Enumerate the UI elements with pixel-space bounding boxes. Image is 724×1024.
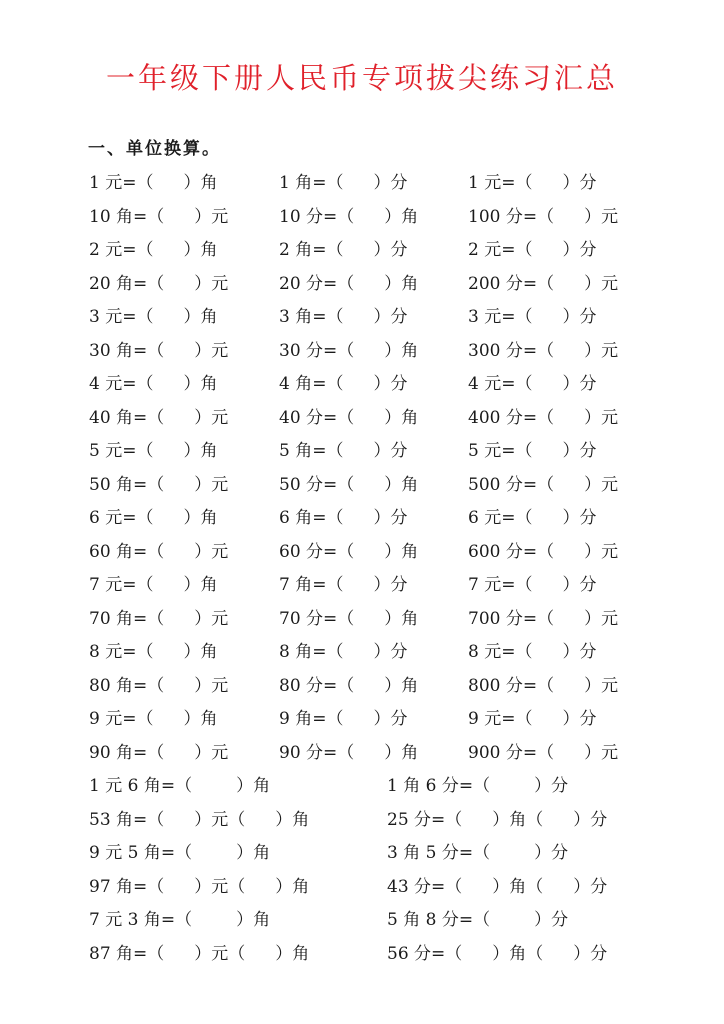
exercise-text: ）角 bbox=[275, 943, 310, 964]
exercise-text: 60 分=（ bbox=[279, 541, 355, 562]
exercise-text: ）角 bbox=[236, 843, 271, 863]
exercise-item bbox=[89, 838, 270, 863]
exercise-text: 900 分=（ bbox=[468, 742, 555, 763]
exercise-text: ）分 bbox=[562, 508, 597, 528]
exercise-item bbox=[89, 336, 228, 361]
exercise-text: ）元 bbox=[584, 675, 619, 696]
exercise-text: ）角 bbox=[183, 307, 218, 327]
exercise-text: ）元 bbox=[194, 340, 229, 361]
exercise-item bbox=[468, 470, 618, 495]
exercise-item bbox=[89, 570, 217, 595]
exercise-row bbox=[0, 168, 724, 198]
exercise-text: ）角 bbox=[183, 642, 218, 662]
exercise-text: 9 元 5 角=（ bbox=[89, 843, 193, 863]
exercise-text: 8 元=（ bbox=[468, 642, 533, 662]
exercise-text: ）分 bbox=[534, 910, 569, 930]
exercise-item bbox=[89, 738, 228, 763]
exercise-item bbox=[387, 771, 568, 796]
exercise-text: 80 分=（ bbox=[279, 675, 355, 696]
exercise-item bbox=[468, 168, 596, 193]
exercise-text: 90 角=（ bbox=[89, 742, 165, 763]
exercise-item bbox=[279, 235, 407, 260]
exercise-text: 10 角=（ bbox=[89, 206, 165, 227]
exercise-text: ）元 bbox=[194, 407, 229, 428]
exercise-text: 90 分=（ bbox=[279, 742, 355, 763]
exercise-text: 1 元 6 角=（ bbox=[89, 776, 193, 796]
exercise-text: ）元 bbox=[584, 340, 619, 361]
exercise-text: 600 分=（ bbox=[468, 541, 555, 562]
exercise-row bbox=[0, 470, 724, 500]
exercise-row bbox=[0, 269, 724, 299]
exercise-row bbox=[0, 637, 724, 667]
exercise-item bbox=[387, 872, 607, 897]
exercise-text: ）分 bbox=[373, 642, 408, 662]
exercise-text: 70 角=（ bbox=[89, 608, 165, 629]
exercise-item bbox=[468, 235, 596, 260]
exercise-text: ）元 bbox=[194, 742, 229, 763]
exercise-item bbox=[279, 704, 407, 729]
exercise-text: 200 分=（ bbox=[468, 273, 555, 294]
exercise-text: ）元 bbox=[584, 474, 619, 495]
exercise-text: ）元 bbox=[194, 541, 229, 562]
exercise-text: ）元（ bbox=[194, 809, 246, 830]
exercise-text: ）角 bbox=[384, 675, 419, 696]
exercise-text: ）分 bbox=[373, 240, 408, 260]
exercise-text: ）分 bbox=[562, 441, 597, 461]
exercise-text: ）分 bbox=[373, 307, 408, 327]
exercise-row bbox=[0, 403, 724, 433]
exercise-text: ）元 bbox=[584, 541, 619, 562]
exercise-item bbox=[468, 403, 618, 428]
exercise-text: 9 元=（ bbox=[89, 709, 154, 729]
exercise-item bbox=[89, 369, 217, 394]
exercise-item bbox=[468, 503, 596, 528]
exercise-text: 5 角 8 分=（ bbox=[387, 910, 491, 930]
exercise-text: ）角（ bbox=[492, 809, 544, 830]
exercise-text: 56 分=（ bbox=[387, 943, 463, 964]
exercise-item bbox=[387, 838, 568, 863]
exercise-item bbox=[89, 905, 270, 930]
exercise-text: ）角 bbox=[183, 709, 218, 729]
exercise-text: ）角 bbox=[384, 474, 419, 495]
exercise-text: ）分 bbox=[573, 876, 608, 897]
exercise-text: ）分 bbox=[373, 173, 408, 193]
exercise-text: 5 角=（ bbox=[279, 441, 344, 461]
exercise-text: 1 元=（ bbox=[89, 173, 154, 193]
exercise-text: 10 分=（ bbox=[279, 206, 355, 227]
exercise-text: ）分 bbox=[534, 843, 569, 863]
exercise-text: 4 元=（ bbox=[468, 374, 533, 394]
exercise-text: 30 角=（ bbox=[89, 340, 165, 361]
exercise-text: ）角 bbox=[183, 240, 218, 260]
exercise-item bbox=[89, 168, 217, 193]
exercise-item bbox=[89, 436, 217, 461]
exercise-text: ）分 bbox=[373, 441, 408, 461]
exercise-item bbox=[89, 872, 309, 897]
exercise-row bbox=[0, 570, 724, 600]
exercise-row bbox=[0, 838, 724, 868]
exercise-text: 700 分=（ bbox=[468, 608, 555, 629]
exercise-item bbox=[279, 570, 407, 595]
exercise-text: 25 分=（ bbox=[387, 809, 463, 830]
exercise-item bbox=[387, 939, 607, 964]
exercise-item bbox=[279, 168, 407, 193]
exercise-text: 2 角=（ bbox=[279, 240, 344, 260]
exercise-text: ）角 bbox=[183, 441, 218, 461]
exercise-text: 50 角=（ bbox=[89, 474, 165, 495]
exercise-row bbox=[0, 537, 724, 567]
exercise-text: ）元（ bbox=[194, 943, 246, 964]
exercise-text: 20 角=（ bbox=[89, 273, 165, 294]
exercise-item bbox=[279, 436, 407, 461]
exercise-text: 53 角=（ bbox=[89, 809, 165, 830]
exercise-text: 4 角=（ bbox=[279, 374, 344, 394]
exercise-row bbox=[0, 738, 724, 768]
exercise-item bbox=[468, 738, 618, 763]
exercise-text: 9 角=（ bbox=[279, 709, 344, 729]
exercise-text: 3 元=（ bbox=[468, 307, 533, 327]
exercise-item bbox=[89, 503, 217, 528]
exercise-row bbox=[0, 604, 724, 634]
exercise-text: ）元 bbox=[194, 474, 229, 495]
exercise-text: ）分 bbox=[562, 575, 597, 595]
exercise-text: 300 分=（ bbox=[468, 340, 555, 361]
exercise-text: 6 元=（ bbox=[468, 508, 533, 528]
exercise-text: 800 分=（ bbox=[468, 675, 555, 696]
exercise-row bbox=[0, 805, 724, 835]
exercise-text: ）角 bbox=[384, 273, 419, 294]
exercise-item bbox=[89, 302, 217, 327]
exercise-text: ）角 bbox=[183, 173, 218, 193]
exercise-text: 8 角=（ bbox=[279, 642, 344, 662]
exercise-row bbox=[0, 671, 724, 701]
exercise-row bbox=[0, 939, 724, 969]
exercise-text: 80 角=（ bbox=[89, 675, 165, 696]
exercise-item bbox=[89, 704, 217, 729]
exercise-row bbox=[0, 503, 724, 533]
exercise-item bbox=[468, 202, 618, 227]
exercise-text: 43 分=（ bbox=[387, 876, 463, 897]
exercise-item bbox=[279, 537, 418, 562]
exercise-text: 2 元=（ bbox=[89, 240, 154, 260]
exercise-row bbox=[0, 905, 724, 935]
exercise-text: ）分 bbox=[562, 173, 597, 193]
exercise-text: ）分 bbox=[562, 240, 597, 260]
exercise-text: 50 分=（ bbox=[279, 474, 355, 495]
exercise-row bbox=[0, 704, 724, 734]
exercise-text: ）角 bbox=[384, 541, 419, 562]
exercise-item bbox=[89, 403, 228, 428]
exercise-item bbox=[89, 235, 217, 260]
exercise-text: 7 元=（ bbox=[89, 575, 154, 595]
exercise-text: ）角 bbox=[275, 809, 310, 830]
exercise-text: 8 元=（ bbox=[89, 642, 154, 662]
exercise-text: 7 角=（ bbox=[279, 575, 344, 595]
exercise-item bbox=[468, 537, 618, 562]
exercise-text: 6 元=（ bbox=[89, 508, 154, 528]
exercise-text: 100 分=（ bbox=[468, 206, 555, 227]
exercise-text: ）元 bbox=[584, 742, 619, 763]
exercise-item bbox=[279, 302, 407, 327]
exercise-item bbox=[468, 704, 596, 729]
exercise-text: 20 分=（ bbox=[279, 273, 355, 294]
exercise-text: 97 角=（ bbox=[89, 876, 165, 897]
exercise-text: ）角 bbox=[236, 910, 271, 930]
exercise-text: 3 角 5 分=（ bbox=[387, 843, 491, 863]
exercise-text: ）分 bbox=[562, 374, 597, 394]
exercise-row bbox=[0, 202, 724, 232]
exercise-item bbox=[279, 503, 407, 528]
exercise-text: ）角 bbox=[236, 776, 271, 796]
exercise-item bbox=[279, 369, 407, 394]
exercise-text: ）元 bbox=[194, 273, 229, 294]
exercise-item bbox=[468, 436, 596, 461]
exercise-item bbox=[279, 202, 418, 227]
exercise-text: ）角 bbox=[183, 575, 218, 595]
exercise-text: ）分 bbox=[534, 776, 569, 796]
exercise-item bbox=[89, 269, 228, 294]
exercise-text: ）角 bbox=[384, 206, 419, 227]
exercise-item bbox=[279, 470, 418, 495]
exercise-row bbox=[0, 369, 724, 399]
exercise-item bbox=[468, 637, 596, 662]
exercise-text: 400 分=（ bbox=[468, 407, 555, 428]
exercise-text: ）元 bbox=[194, 675, 229, 696]
exercise-text: ）分 bbox=[373, 374, 408, 394]
exercise-item bbox=[89, 771, 270, 796]
exercise-text: ）角 bbox=[183, 374, 218, 394]
exercise-item bbox=[468, 336, 618, 361]
exercise-text: ）分 bbox=[373, 709, 408, 729]
exercise-item bbox=[89, 671, 228, 696]
exercise-text: ）元 bbox=[584, 407, 619, 428]
exercise-text: 30 分=（ bbox=[279, 340, 355, 361]
exercise-item bbox=[468, 302, 596, 327]
exercise-text: 1 元=（ bbox=[468, 173, 533, 193]
exercise-text: 2 元=（ bbox=[468, 240, 533, 260]
exercise-text: ）分 bbox=[562, 709, 597, 729]
exercise-item bbox=[279, 738, 418, 763]
exercise-item bbox=[279, 269, 418, 294]
exercise-item bbox=[279, 336, 418, 361]
exercise-text: 5 元=（ bbox=[89, 441, 154, 461]
exercise-row bbox=[0, 302, 724, 332]
exercise-item bbox=[468, 369, 596, 394]
exercise-item bbox=[89, 805, 309, 830]
exercise-text: 87 角=（ bbox=[89, 943, 165, 964]
exercise-text: ）角（ bbox=[492, 876, 544, 897]
exercise-text: 60 角=（ bbox=[89, 541, 165, 562]
exercise-text: ）角 bbox=[384, 407, 419, 428]
exercise-item bbox=[468, 269, 618, 294]
exercise-row bbox=[0, 436, 724, 466]
exercise-text: 9 元=（ bbox=[468, 709, 533, 729]
exercise-item bbox=[89, 537, 228, 562]
exercise-item bbox=[89, 604, 228, 629]
exercise-text: 70 分=（ bbox=[279, 608, 355, 629]
exercise-item bbox=[89, 470, 228, 495]
exercise-text: ）角 bbox=[384, 742, 419, 763]
exercise-text: ）元 bbox=[584, 206, 619, 227]
exercise-row bbox=[0, 336, 724, 366]
exercise-item bbox=[468, 604, 618, 629]
exercise-item bbox=[279, 604, 418, 629]
exercise-text: ）元（ bbox=[194, 876, 246, 897]
exercise-item bbox=[279, 671, 418, 696]
exercise-row bbox=[0, 872, 724, 902]
exercise-text: ）元 bbox=[194, 206, 229, 227]
exercise-text: 1 角=（ bbox=[279, 173, 344, 193]
exercise-text: 7 元=（ bbox=[468, 575, 533, 595]
exercise-text: ）分 bbox=[562, 642, 597, 662]
exercise-item bbox=[279, 403, 418, 428]
exercise-item bbox=[279, 637, 407, 662]
exercise-item bbox=[468, 570, 596, 595]
exercise-text: ）分 bbox=[573, 809, 608, 830]
section-heading: 一、单位换算。 bbox=[88, 139, 221, 159]
exercise-text: 7 元 3 角=（ bbox=[89, 910, 193, 930]
exercise-item bbox=[89, 202, 228, 227]
exercise-text: ）分 bbox=[573, 943, 608, 964]
exercise-text: ）角 bbox=[384, 340, 419, 361]
exercise-item bbox=[89, 939, 309, 964]
exercise-item bbox=[387, 805, 607, 830]
exercise-item bbox=[387, 905, 568, 930]
exercise-text: ）分 bbox=[562, 307, 597, 327]
exercise-text: ）角 bbox=[183, 508, 218, 528]
exercise-text: ）分 bbox=[373, 575, 408, 595]
exercise-text: 40 分=（ bbox=[279, 407, 355, 428]
worksheet-title: 一年级下册人民币专项拔尖练习汇总 bbox=[105, 61, 618, 95]
exercise-text: 6 角=（ bbox=[279, 508, 344, 528]
exercise-text: ）分 bbox=[373, 508, 408, 528]
exercise-text: ）元 bbox=[584, 273, 619, 294]
exercise-text: 40 角=（ bbox=[89, 407, 165, 428]
exercise-text: ）角（ bbox=[492, 943, 544, 964]
exercise-item bbox=[89, 637, 217, 662]
exercise-text: ）角 bbox=[384, 608, 419, 629]
exercise-text: 4 元=（ bbox=[89, 374, 154, 394]
exercise-item bbox=[468, 671, 618, 696]
exercise-row bbox=[0, 771, 724, 801]
exercise-text: ）角 bbox=[275, 876, 310, 897]
exercise-text: 3 角=（ bbox=[279, 307, 344, 327]
exercise-text: 5 元=（ bbox=[468, 441, 533, 461]
exercise-row bbox=[0, 235, 724, 265]
exercise-text: 500 分=（ bbox=[468, 474, 555, 495]
exercise-text: ）元 bbox=[584, 608, 619, 629]
exercise-text: 3 元=（ bbox=[89, 307, 154, 327]
exercise-text: ）元 bbox=[194, 608, 229, 629]
exercise-text: 1 角 6 分=（ bbox=[387, 776, 491, 796]
